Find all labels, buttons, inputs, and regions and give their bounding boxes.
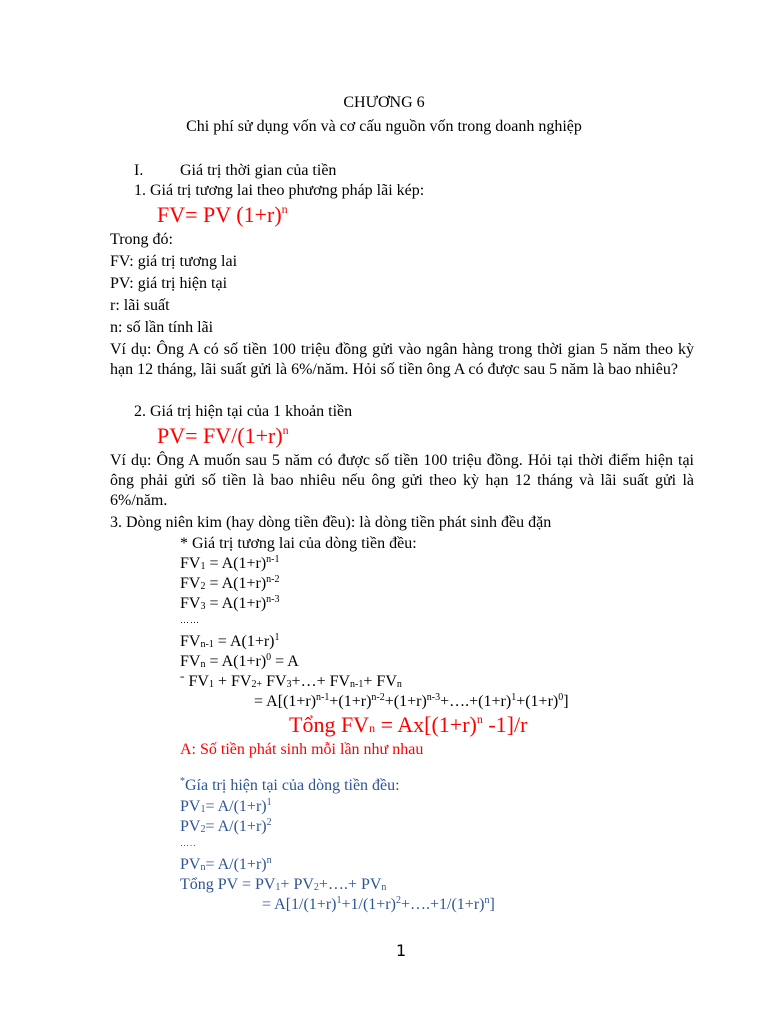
fv-annuity-heading: * Giá trị tương lai của dòng tiền đều: [180,535,417,552]
fv-formula-main: FV= PV (1+r) [157,202,282,227]
pv-annuity-heading: *Gía trị hiện tại của dòng tiền đều: [180,776,400,794]
pv-sum-expanded: = $A[1/(1+r)^1+1/(1+r)^2+\dots.+1/(1+r)^n]$ [262,895,495,913]
pv1-line: $PV_1= A/(1+r)^1$ [180,797,272,815]
fv-sum-line: = $FV_1 + FV_{2+}$ $FV_3+\dots+ FV_{n-1}+ FV_n$ [180,673,402,690]
pv-star: * [180,776,185,787]
document-title: Chi phí sử dụng vốn và cơ cấu nguồn vốn trong doanh nghiệp [186,118,582,135]
page-number: 1 [396,941,407,960]
pv-formula [157,423,289,449]
chapter-title: CHƯƠNG 6 [343,94,425,111]
pv2-line: $PV_2= A/(1+r)^2$ [180,817,272,835]
section-number: I. [134,162,144,179]
pv-formula-main: PV= FV/(1+r) [157,423,283,448]
section-heading: Giá trị thời gian của tiền [180,162,337,179]
item3-heading: 3. Dòng niên kim (hay dòng tiền đều): là dòng tiền phát sinh đều đặn [110,514,552,531]
def-fv: FV: giá trị tương lai [110,253,238,270]
fvn-line: $FV_n = A(1+r)^0 = A$ [180,652,299,670]
a-note: A: Số tiền phát sinh mỗi lần như nhau [180,741,424,758]
def-n: n: số lần tính lãi [110,319,214,336]
example-1: Ví dụ: Ông A có số tiền 100 triệu đồng gửi vào ngân hàng trong thời gian 5 năm theo kỳ hạn 12 tháng, lãi suất gửi là 6%/năm. Hỏi số tiền ông A có được sau 5 năm là bao nhiêu? [110,341,694,378]
total-fv-formula: Tổng $FV_n = Ax[(1+r)^n$ -1]/r [289,712,528,737]
fv1-line: $FV_1 = A(1+r)^{n-1}$ [180,554,280,572]
item1-heading: 1. Giá trị tương lai theo phương pháp lãi kép: [134,182,425,199]
ellipsis-1: …… [180,615,200,625]
example-2: Ví dụ: Ông A muốn sau 5 năm có được số tiền 100 triệu đồng. Hỏi tại thời điểm hiện tại ông phải gửi số tiền là bao nhiêu nếu ông gửi theo kỳ hạn 12 tháng và lãi suất gửi là 6%/năm. [110,452,694,509]
fv-formula [157,202,288,228]
fv3-line: $FV_3 = A(1+r)^{n-3}$ [180,594,280,612]
fv-formula-exp: n [281,202,288,216]
pvn-line: $PV_n= A/(1+r)^n$ [180,855,272,873]
pv-total-line: Tổng PV = $PV_1+$ $PV_2+\dots.+ PV_n$ [180,876,387,893]
fv2-line: $FV_2 = A(1+r)^{n-2}$ [180,574,280,592]
where-label: Trong đó: [110,231,173,248]
fvn1-line: $FV_{n-1} = A(1+r)^1$ [180,632,280,650]
fv-sum-expanded: = $A[(1+r)^{n-1}+(1+r)^{n-2}+(1+r)^{n-3}+\dots.+(1+r)^1+(1+r)^0]$ [254,692,569,710]
def-r: r: lãi suất [110,297,170,314]
ellipsis-2: ….. [180,838,197,848]
def-pv: PV: giá trị hiện tại [110,275,228,292]
pv-formula-exp: n [282,423,289,437]
item2-heading: 2. Giá trị hiện tại của 1 khoản tiền [134,403,353,420]
